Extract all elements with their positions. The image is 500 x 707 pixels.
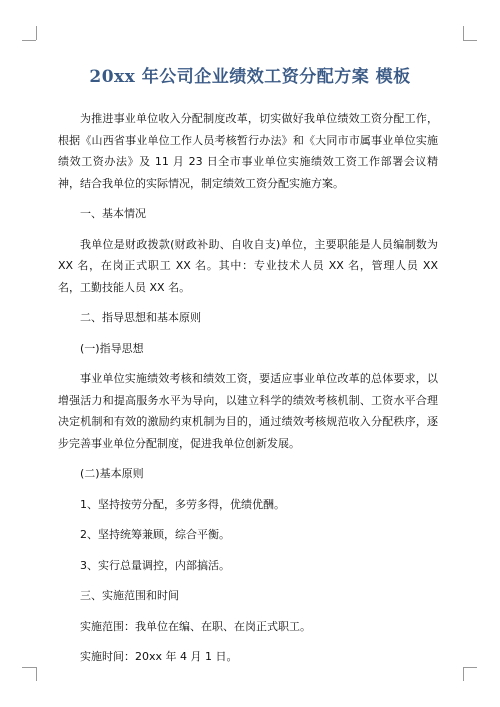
intro-paragraph: 为推进事业单位收入分配制度改革，切实做好我单位绩效工资分配工作，根据《山西省事业单位工作人员考核暂行办法》和《大同市市属事业单位实施绩效工资办法》及 11 月 23 日全市事业单位实施绩效工资工作部署会议精神，结合我单位的实际情况，制定绩效工资分配实施方案。 (58, 112, 438, 190)
subsection-heading-basic-principles: (二)基本原则 (80, 467, 144, 480)
principle-item: 1、坚持按劳分配，多劳多得，优绩优酬。 (80, 497, 285, 511)
basic-situation-paragraph: 我单位是财政拨款(财政补助、自收自支)单位，主要职能是人员编制数为 XX 名，在岗正式职工 XX 名。其中：专业技术人员 XX 名，管理人员 XX 名，工勤技能人员 XX 名。 (58, 237, 438, 294)
principle-item: 2、坚持统筹兼顾，综合平衡。 (80, 528, 230, 541)
document-title: 20xx 年公司企业绩效工资分配方案 模板 (89, 67, 411, 87)
crop-mark-top-left (36, 26, 37, 40)
guiding-ideology-paragraph: 事业单位实施绩效考核和绩效工资，要适应事业单位改革的总体要求，以增强活力和提高服务水平为导向，以建立科学的绩效考核机制、工资水平合理决定机制和有效的激励约束机制为目的，通过绩效考核规范收入分配秩序，逐步完善事业单位分配制度，促进我单位创新发展。 (58, 372, 438, 450)
document-body (58, 108, 438, 677)
scope-paragraph: 实施范围：我单位在编、在职、在岗正式职工。 (80, 619, 311, 633)
crop-mark-top-right (463, 26, 464, 40)
principle-item: 3、实行总量调控，内部搞活。 (80, 558, 230, 572)
crop-mark-bottom-left (22, 667, 36, 668)
crop-mark-bottom-right (463, 667, 477, 668)
section-heading-guiding-principles: 二、指导思想和基本原则 (80, 311, 201, 324)
crop-mark-bottom-right (463, 667, 464, 681)
crop-mark-top-right (463, 40, 477, 41)
section-heading-scope-and-time: 三、实施范围和时间 (80, 589, 179, 602)
crop-mark-bottom-left (36, 667, 37, 681)
subsection-heading-guiding-ideology: (一)指导思想 (80, 341, 144, 355)
time-paragraph: 实施时间：20xx 年 4 月 1 日。 (80, 650, 238, 663)
crop-mark-top-left (22, 40, 36, 41)
section-heading-basic-situation: 一、基本情况 (80, 207, 146, 220)
